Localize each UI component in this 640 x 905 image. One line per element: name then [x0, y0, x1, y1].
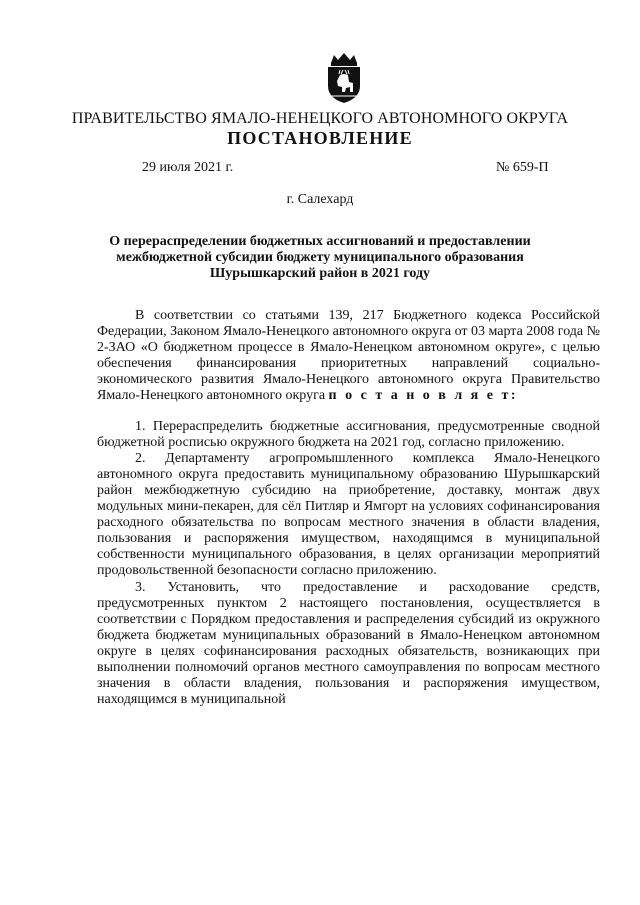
list-item: 1. Перераспределить бюджетные ассигнования, предусмотренные сводной бюджетной росписью окружного бюджета на 2021 год, согласно приложению.: [97, 418, 600, 450]
document-body: [97, 308, 600, 708]
coat-of-arms-icon: [325, 52, 363, 104]
document-city: г. Салехард: [286, 192, 354, 207]
document-number: № 659-П: [496, 160, 549, 175]
resolves-text: п о с т а н о в л я е т:: [328, 388, 519, 404]
list-item: 2. Департаменту агропромышленного комплекса Ямало-Ненецкого автономного округа предоставить муниципальному образованию Шурышкарский район межбюджетную субсидию на приобретение, доставку, монтаж двух модульных мини-пекарен, для сёл Питляр и Ямгорт на условиях софинансирования расходного обязательства по вопросам местного значения в области владения, пользования и распоряжения имуществом, находящимся в муниципальной собственности муниципального образования, в целях организации мероприятий продовольственной безопасности согласно приложению.: [97, 450, 600, 579]
document-title: О перераспределении бюджетных ассигнований и предоставлении межбюджетной субсидии бюджету муниципального образования Шурышкарский район в 2021 году: [109, 234, 531, 281]
list-item: 3. Установить, что предоставление и расходование средств, предусмотренных пунктом 2 настоящего постановления, осуществляется в соответствии с Порядком предоставления и распределения субсидий из окружного бюджета бюджетам муниципальных образований в Ямало-Ненецком автономном округе в целях софинансирования расходных обязательств, возникающих при выполнении полномочий органов местного самоуправления по вопросам местного значения в области владения, пользования и распоряжения имуществом, находящимся в муниципальной: [97, 579, 600, 708]
preamble-text: В соответствии со статьями 139, 217 Бюджетного кодекса Российской Федерации, Законом Ямало-Ненецкого автономного округа от 03 марта 2008 года № 2-ЗАО «О бюджетном процессе в Ямало-Ненецком автономном округе», с целью обеспечения финансирования приоритетных направлений социально-экономического развития Ямало-Ненецкого автономного округа Правительство Ямало-Ненецкого автономного округа: [97, 308, 600, 404]
government-name: ПРАВИТЕЛЬСТВО ЯМАЛО-НЕНЕЦКОГО АВТОНОМНОГО ОКРУГА: [71, 110, 569, 127]
document-type: ПОСТАНОВЛЕНИЕ: [227, 128, 413, 148]
preamble-paragraph: [97, 308, 600, 405]
document-date: 29 июля 2021 г.: [142, 160, 234, 175]
